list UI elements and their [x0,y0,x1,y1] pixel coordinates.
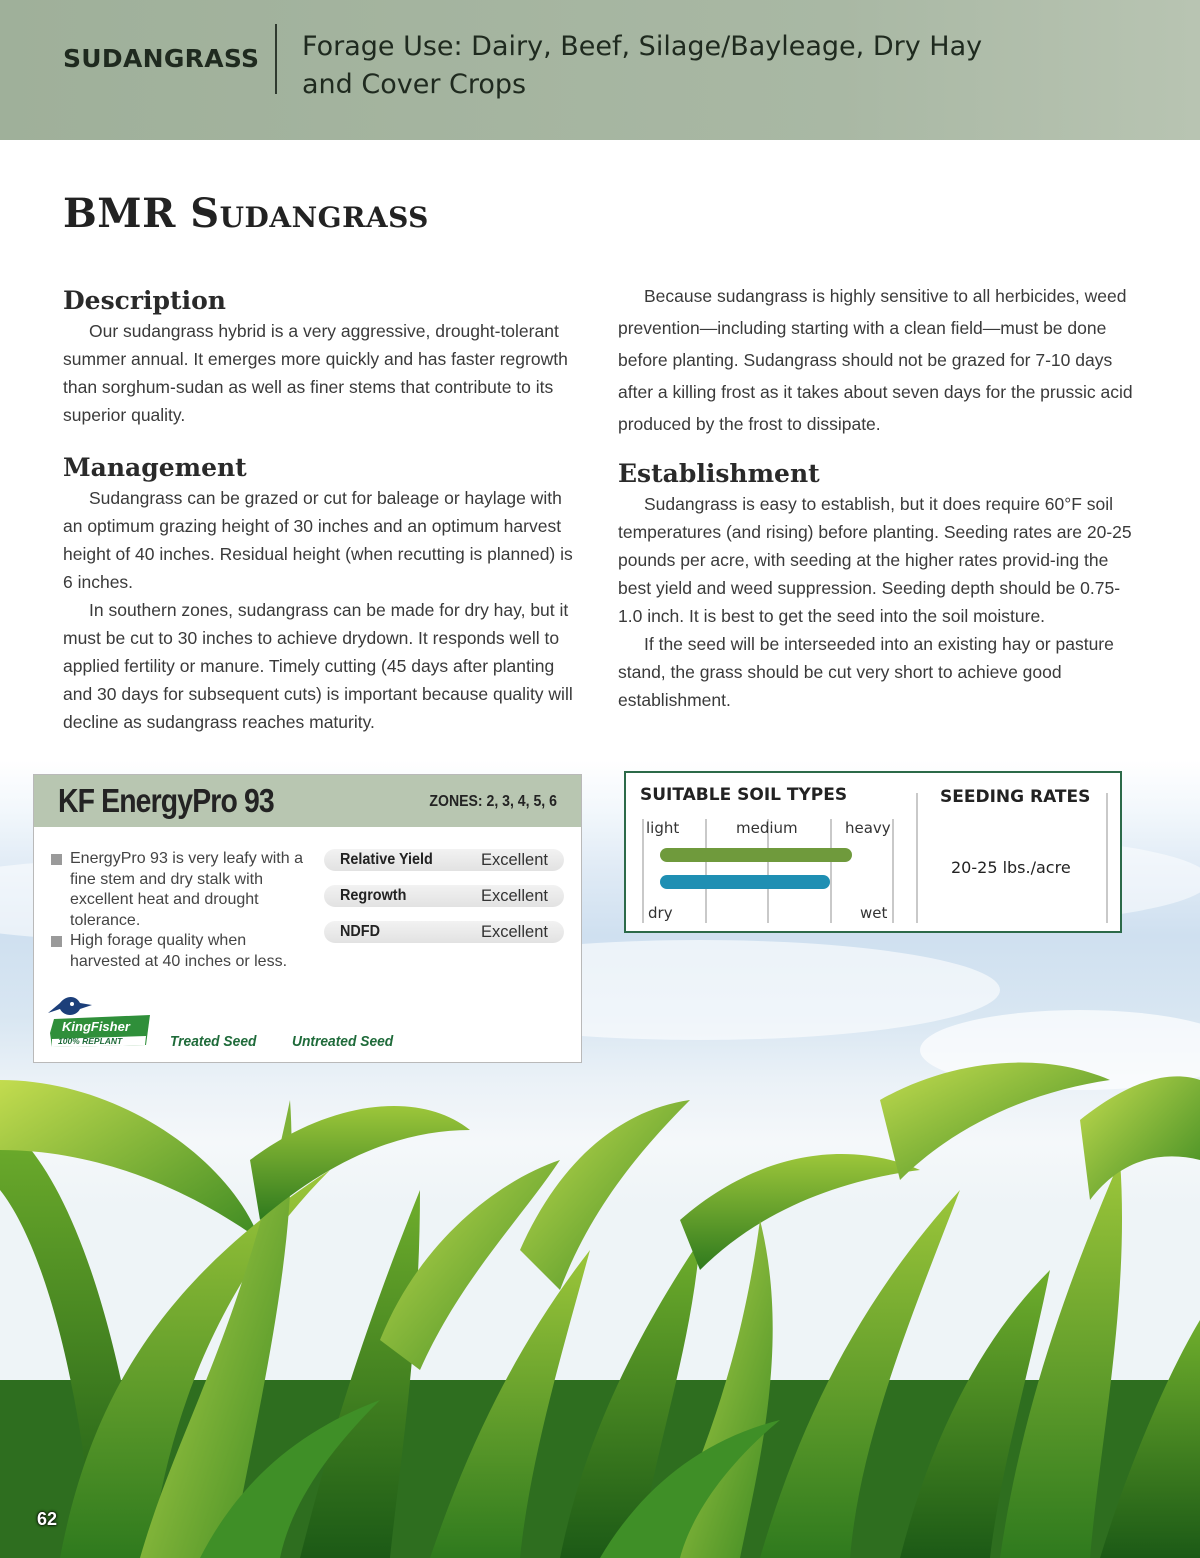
page-number: 62 [37,1509,58,1529]
moisture-label-dry: dry [648,904,673,922]
soil-seeding-box [624,771,1122,933]
establishment-heading: Establishment [618,459,820,488]
soil-seeding-divider [916,793,918,923]
rating-row [324,921,564,943]
herbicide-section [618,280,1140,440]
herbicide-text: Because sudangrass is highly sensitive to all herbicides, weed prevention—including starting with a clean field—must be done before planting. Sudangrass should not be grazed for 7-10 days after a killing frost as it takes about seven days for the prussic acid produced by the frost to dissipate. [618,286,1133,434]
management-paragraph-2: In southern zones, sudangrass can be made for dry hay, but it must be cut to 30 inches to achieve drydown. It responds well to applied fertility or manure. Timely cutting (45 days after planting and 30 days for subsequent cuts) is important because quality will decline as sudangrass reaches maturity. [63,600,573,732]
rating-label: Relative Yield [340,851,433,868]
establishment-paragraph-1: Sudangrass is easy to establish, but it does require 60°F soil temperatures (and rising) before planting. Seeding rates are 20-25 pounds per acre, with seeding at the higher rates provid-ing the best yield and weed suppression. Seeding depth should be 0.75-1.0 inch. It is best to get the seed into the soil moisture. [618,494,1132,626]
bullet-item [50,849,312,931]
product-card [33,774,582,1063]
soil-types-title: SUITABLE SOIL TYPES [640,785,848,805]
page-title: BMR Sudangrass [63,190,429,237]
management-heading: Management [63,453,247,482]
seeding-rate-value: 20-25 lbs./acre [951,858,1071,877]
product-ratings [324,849,564,957]
soil-grid-line [705,819,707,923]
establishment-paragraph-2: If the seed will be interseeded into an existing hay or pasture stand, the grass should be cut very short to achieve good establishment. [618,634,1114,710]
rating-row [324,885,564,907]
product-bullets [50,849,312,972]
sudangrass-crop-image [0,1040,1200,1558]
product-card-header [34,775,581,827]
soil-grid-line [830,819,832,923]
description-heading: Description [63,286,226,315]
rating-label: Regrowth [340,887,407,904]
soil-texture-bar [660,848,852,862]
soil-grid-line [642,819,644,923]
section-title: SUDANGRASS [63,44,260,73]
kingfisher-logo-subtext: 100% REPLANT [58,1036,123,1046]
forage-use-line2: and Cover Crops [302,69,527,100]
soil-moisture-bar [660,875,830,889]
description-section [63,286,585,429]
untreated-seed-label: Untreated Seed [292,1033,394,1050]
texture-label-medium: medium [736,819,798,837]
soil-grid-line [892,819,894,923]
seeding-rates-title: SEEDING RATES [940,787,1091,807]
bullet-square-icon [51,936,62,947]
header-divider [275,24,277,94]
bullet-text: EnergyPro 93 is very leafy with a fine stem and dry stalk with excellent heat and drought tolerance. [70,850,303,929]
rating-row [324,849,564,871]
management-paragraph-1: Sudangrass can be grazed or cut for baleage or haylage with an optimum grazing height of 30 inches and an optimum harvest height of 40 inches. Residual height (when recutting is planned) is 6 inches. [63,488,573,592]
rating-value: Excellent [481,887,548,905]
rating-label: NDFD [340,923,380,940]
treated-seed-label: Treated Seed [170,1033,257,1050]
soil-box-right-line [1106,793,1108,923]
texture-label-light: light [646,819,680,837]
header-band [0,0,1200,140]
bullet-square-icon [51,854,62,865]
management-section [63,453,585,736]
bullet-text: High forage quality when harvested at 40 inches or less. [70,932,288,970]
kingfisher-logo [46,995,156,1051]
description-text: Our sudangrass hybrid is a very aggressive, drought-tolerant summer annual. It emerges more quickly and has faster regrowth than sorghum-sudan as well as finer stems that contribute to its superior quality. [63,321,568,425]
product-zones: ZONES: 2, 3, 4, 5, 6 [429,793,557,810]
rating-value: Excellent [481,851,548,869]
kingfisher-logo-text: KingFisher [62,1019,130,1034]
rating-value: Excellent [481,923,548,941]
bullet-item [50,931,312,972]
texture-label-heavy: heavy [845,819,891,837]
establishment-section [618,459,1140,714]
moisture-label-wet: wet [860,904,888,922]
product-name: KF EnergyPro 93 [58,782,274,819]
forage-use-line1: Forage Use: Dairy, Beef, Silage/Bayleage, Dry Hay [302,31,983,62]
forage-use [302,28,1002,104]
